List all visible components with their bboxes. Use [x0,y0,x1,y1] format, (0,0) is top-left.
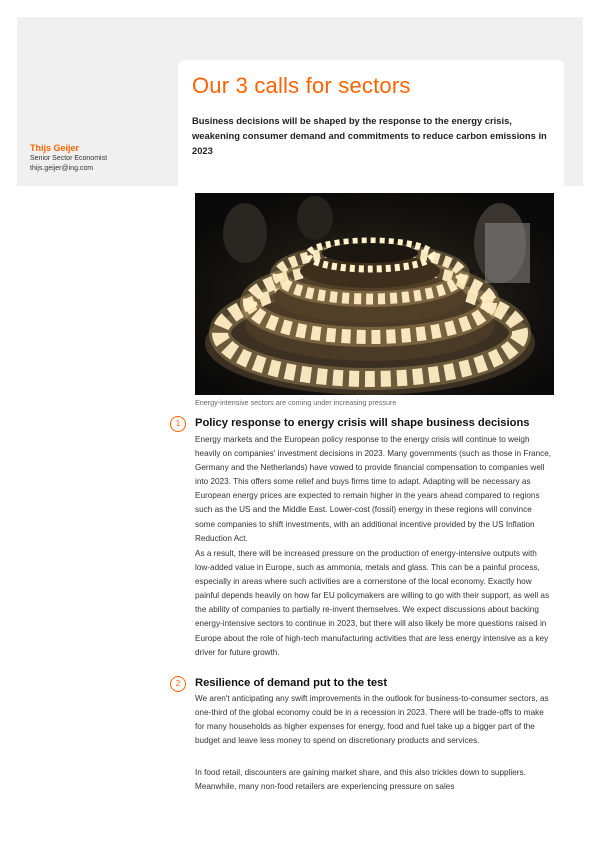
lamp-photo [195,193,554,395]
page-subtitle: Business decisions will be shaped by the response to the energy crisis, weakening consumer demand and commitments to reduce carbon emissions in 2023 [192,115,547,156]
section-2-number: 2 [170,676,186,692]
page-title: Our 3 calls for sectors [192,73,411,98]
section-1-paragraph-1: Energy markets and the European policy response to the energy crisis will continue to weigh heavily on companies' investment decisions in 2023. Many governments (such as those in France, Germany and the Netherlands) have vowed to provide financial compensation to companies well into 2023. This offers some relief and buys firms time to adapt. Adapting will be necessary as European energy prices are expected to remain higher in the years ahead compared to regions such as the US and the Middle East. Lower-cost (fossil) energy in these regions will convince some companies to shift investments, with an additional incentive provided by the US Inflation Reduction Act. [195,435,552,543]
section-2-title: Resilience of demand put to the test [195,677,388,689]
author-role: Senior Sector Economist [30,155,108,162]
section-2-paragraph-1: We aren't anticipating any swift improvements in the outlook for business-to-consumer sectors, as one-third of the global economy could be in a recession in 2023. There will be trade-offs to make for many households as higher expenses for energy, food and fuel take up a bigger part of the budget and leave less money to spend on discretionary products and services. [195,694,549,746]
author-email[interactable]: thijs.geijer@ing.com [30,165,94,172]
section-1-number: 1 [170,416,186,432]
section-1-paragraph-2: As a result, there will be increased pressure on the production of energy-intensive outputs with low-added value in Europe, such as ammonia, metals and glass. This can be a painful process, especially in areas where such activities are a cornerstone of the local economy. Exactly how painful depends heavily on how far EU policymakers are willing to go with their support, as well as the ability of companies to partially re-invent themselves. We expect discussions about backing energy-intensive sectors to continue in 2023, but there will also likely be more questions raised in Europe about the role of high-tech manufacturing activities that are less energy intensive as a key driver for future growth. [195,549,550,657]
lamp-rings-image [195,193,554,395]
section-2-paragraph-2: In food retail, discounters are gaining market share, and this also trickles down to suppliers. Meanwhile, many non-food retailers are experiencing pressure on sales [195,768,526,792]
photo-caption: Energy-intensive sectors are coming under increasing pressure [195,398,397,407]
author-name: Thijs Geijer [30,143,80,153]
author-block [30,142,107,174]
section-1-title: Policy response to energy crisis will shape business decisions [195,417,530,429]
